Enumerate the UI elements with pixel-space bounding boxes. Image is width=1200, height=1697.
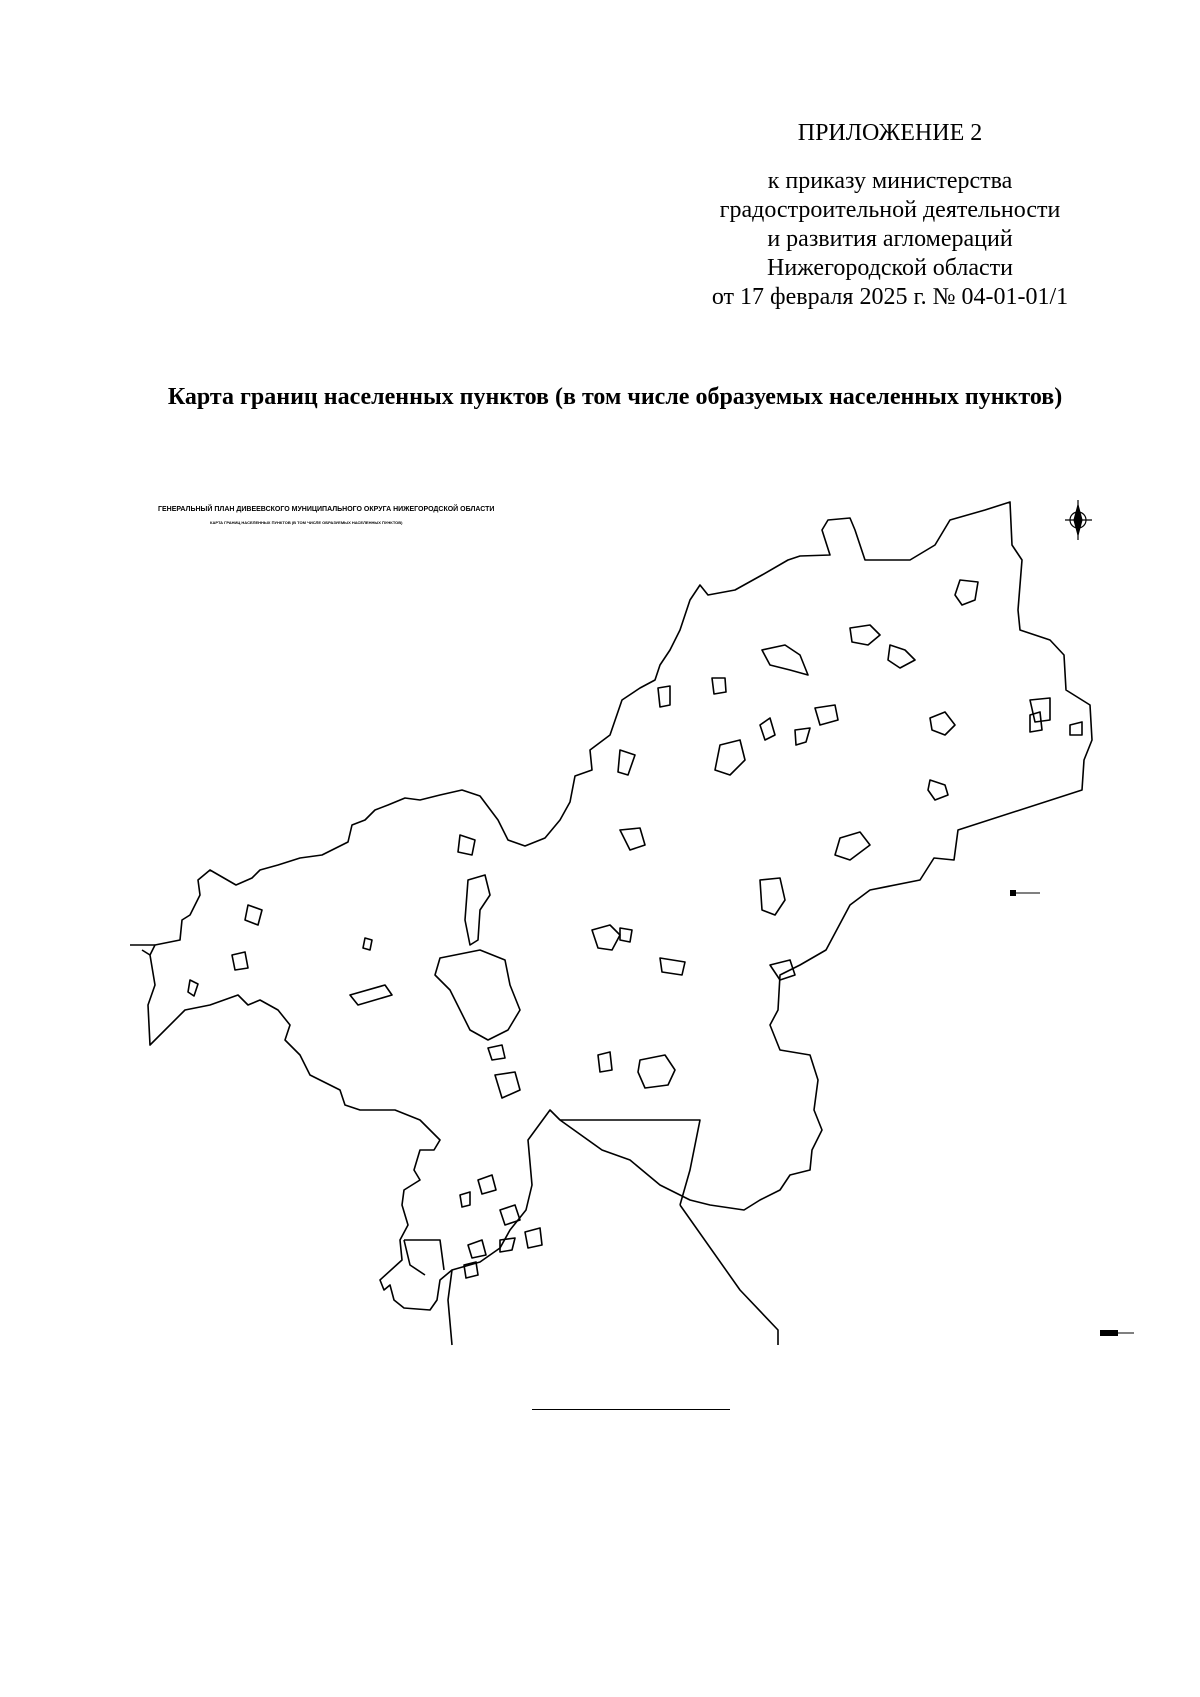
settlement-25 bbox=[660, 958, 685, 975]
settlement-36 bbox=[478, 1175, 496, 1194]
settlement-3 bbox=[888, 645, 915, 668]
settlement-9 bbox=[795, 728, 810, 745]
settlement-20 bbox=[928, 780, 948, 800]
settlement-18 bbox=[458, 835, 475, 855]
settlement-17 bbox=[835, 832, 870, 860]
order-line-4: Нижегородской области bbox=[766, 255, 1014, 281]
closing-divider bbox=[532, 1409, 730, 1410]
district-boundary bbox=[148, 502, 1092, 1310]
settlement-16 bbox=[620, 828, 645, 850]
settlement-34 bbox=[488, 1045, 505, 1060]
settlement-21 bbox=[465, 875, 490, 945]
compass-rose-icon bbox=[1065, 500, 1092, 540]
settlement-38 bbox=[460, 1192, 470, 1207]
order-line-5: от 17 февраля 2025 г. № 04-01-01/1 bbox=[711, 284, 1069, 310]
south-boundary-b bbox=[680, 1205, 778, 1345]
settlement-23 bbox=[592, 925, 620, 950]
settlement-14 bbox=[1070, 722, 1082, 735]
settlement-30 bbox=[435, 950, 520, 1040]
settlement-10 bbox=[715, 740, 745, 775]
south-boundary-a bbox=[560, 1120, 700, 1205]
settlement-7 bbox=[930, 712, 955, 735]
order-line-3: и развития агломераций bbox=[767, 226, 1013, 252]
settlement-11 bbox=[760, 718, 775, 740]
settlement-1 bbox=[955, 580, 978, 605]
document-title: Карта границ населенных пунктов (в том числе образуемых населенных пунктов) bbox=[167, 384, 1063, 410]
legend-marker-icon bbox=[1010, 890, 1016, 896]
order-line-1: к приказу министерства bbox=[767, 168, 1013, 194]
settlement-32 bbox=[638, 1055, 675, 1088]
map-subheading: КАРТА ГРАНИЦ НАСЕЛЕННЫХ ПУНКТОВ (В ТОМ ЧИСЛЕ ОБРАЗУЕМЫХ НАСЕЛЕННЫХ ПУНКТОВ) bbox=[210, 520, 403, 525]
order-line-2: градостроительной деятельности bbox=[719, 197, 1061, 223]
settlement-28 bbox=[363, 938, 372, 950]
map-heading: ГЕНЕРАЛЬНЫЙ ПЛАН ДИВЕЕВСКОГО МУНИЦИПАЛЬНОГО ОКРУГА НИЖЕГОРОДСКОЙ ОБЛАСТИ bbox=[158, 506, 495, 513]
south-boundary-d bbox=[404, 1240, 444, 1275]
settlement-4 bbox=[762, 645, 808, 675]
settlement-26 bbox=[232, 952, 248, 970]
settlement-2 bbox=[850, 625, 880, 645]
settlement-27 bbox=[188, 980, 198, 996]
settlement-40 bbox=[468, 1240, 486, 1258]
settlement-5 bbox=[712, 678, 726, 694]
appendix-title: ПРИЛОЖЕНИЕ 2 bbox=[797, 120, 983, 146]
south-boundary-c bbox=[448, 1270, 452, 1345]
scale-bar-icon bbox=[1100, 1330, 1118, 1336]
settlement-8 bbox=[815, 705, 838, 725]
settlement-22 bbox=[245, 905, 262, 925]
settlement-12 bbox=[618, 750, 635, 775]
settlement-19 bbox=[760, 878, 785, 915]
settlement-39 bbox=[525, 1228, 542, 1248]
settlement-29 bbox=[350, 985, 392, 1005]
settlement-35 bbox=[495, 1072, 520, 1098]
settlement-6 bbox=[658, 686, 670, 707]
settlement-24 bbox=[620, 928, 632, 942]
settlement-31 bbox=[598, 1052, 612, 1072]
